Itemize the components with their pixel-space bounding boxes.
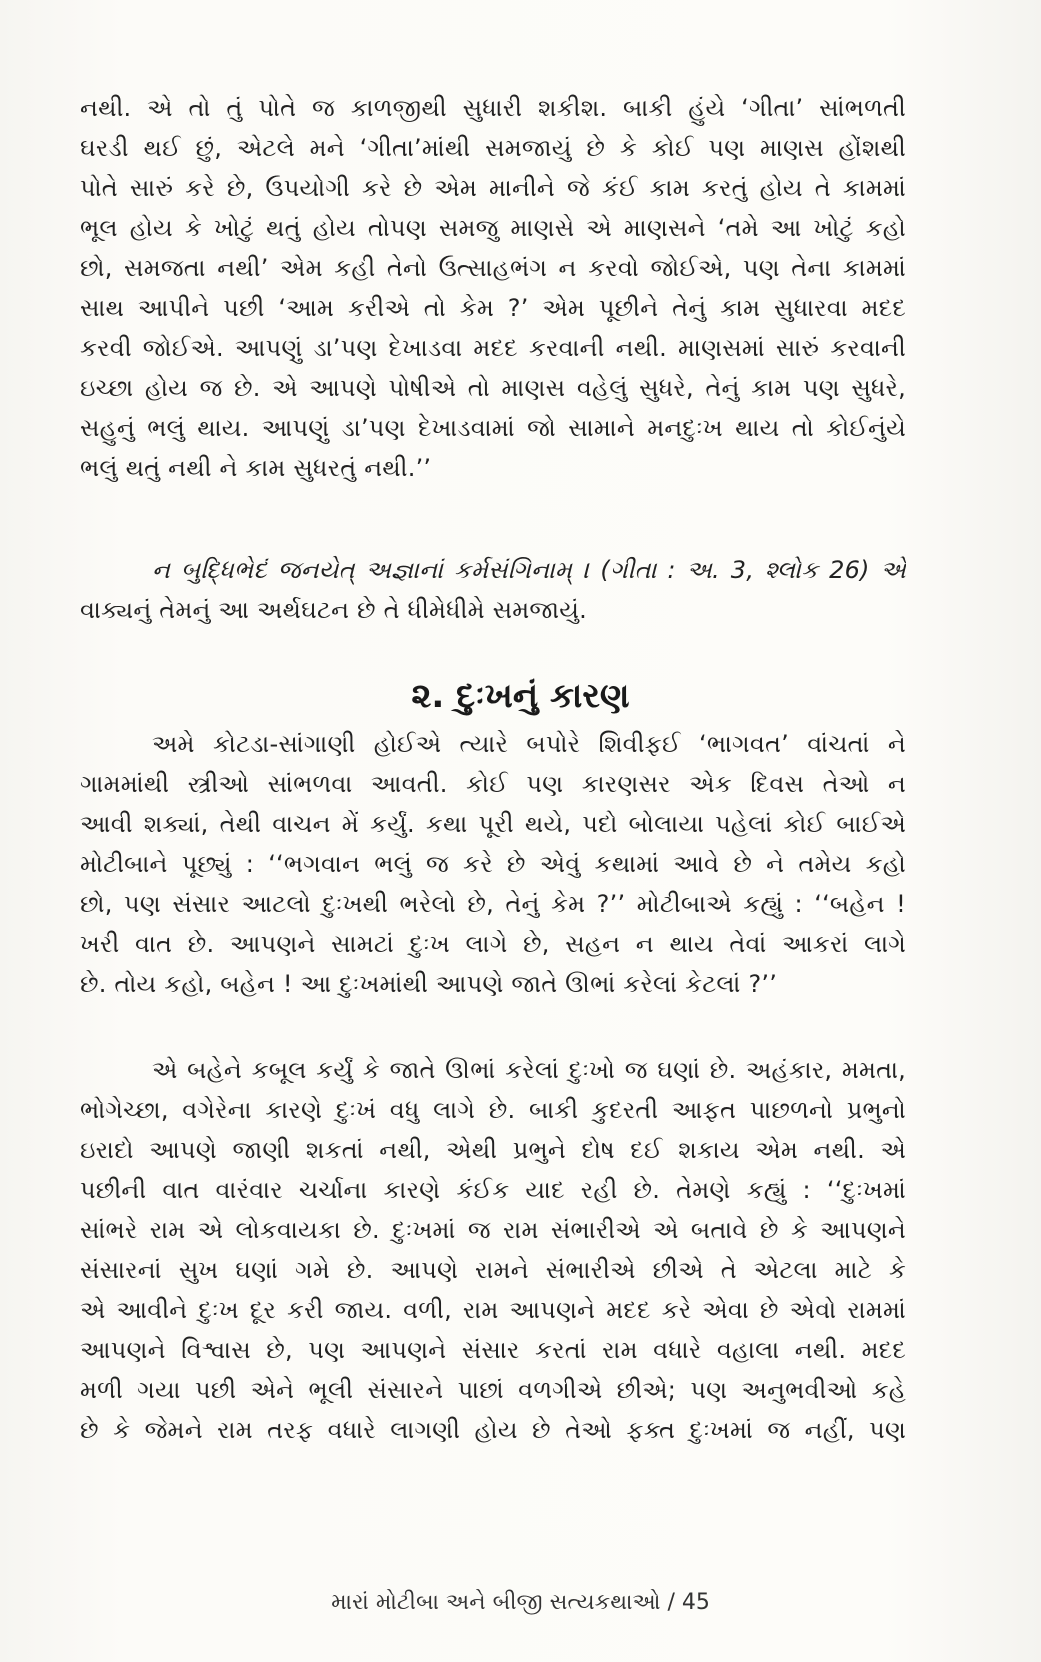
paragraph-explanation [80,1050,906,1450]
text-line: ઇચ્છા હોય જ છે. એ આપણે પોષીએ તો માણસ વહેલું સુધરે, તેનું કામ પણ સુધરે, [80,374,906,402]
text-line: મોટીબાને પૂછ્યું : ‘‘ભગવાન ભલું જ કરે છે એવું કથામાં આવે છે ને તમેય કહો [80,850,906,878]
text-line: પોતે સારું કરે છે, ઉપયોગી કરે છે એમ માનીને જે કંઈ કામ કરતું હોય તે કામમાં [80,174,906,202]
text-line: કરવી જોઈએ. આપણું ડા’પણ દેખાડવા મદદ કરવાની નથી. માણસમાં સારું કરવાની [80,334,906,362]
paragraph-story [80,724,906,1004]
chapter-heading: ૨. દુઃખનું કારણ [411,676,630,716]
text-line: આપણને વિશ્વાસ છે, પણ આપણને સંસાર કરતાં રામ વધારે વહાલા નથી. મદદ [80,1336,906,1364]
sanskrit-quote-line: ન બુદ્ધિભેદં જનયેત્ અજ્ઞાનાં કર્મસંગિનામ્ । (ગીતા : અ. 3, શ્લોક 26) એ [152,556,906,584]
text-line: વાક્યનું તેમનું આ અર્થઘટન છે તે ધીમેધીમે સમજાયું. [80,596,587,624]
text-line: પછીની વાત વારંવાર ચર્ચાના કારણે કંઈક યાદ રહી છે. તેમણે કહ્યું : ‘‘દુઃખમાં [80,1176,906,1204]
text-line: સાંભરે રામ એ લોકવાયકા છે. દુઃખમાં જ રામ સંભારીએ એ બતાવે છે કે આપણને [80,1216,906,1244]
text-line: એ બહેને કબૂલ કર્યું કે જાતે ઊભાં કરેલાં દુઃખો જ ઘણાં છે. અહંકાર, મમતા, [152,1056,906,1084]
text-line: એ આવીને દુઃખ દૂર કરી જાય. વળી, રામ આપણને મદદ કરે એવા છે એવો રામમાં [80,1296,906,1324]
text-line: છે. તોય કહો, બહેન ! આ દુઃખમાંથી આપણે જાતે ઊભાં કરેલાં કેટલાં ?’’ [80,970,778,998]
text-line: અમે કોટડા-સાંગાણી હોઈએ ત્યારે બપોરે શિવીફઈ ‘ભાગવત’ વાંચતાં ને [152,730,906,758]
text-line: છો, સમજતા નથી’ એમ કહી તેનો ઉત્સાહભંગ ન કરવો જોઈએ, પણ તેના કામમાં [80,254,906,282]
text-line: ભલું થતું નથી ને કામ સુધરતું નથી.’’ [80,454,432,482]
text-line: આવી શક્યાં, તેથી વાચન મેં કર્યું. કથા પૂરી થયે, પદો બોલાયા પહેલાં કોઈ બાઈએ [80,810,906,838]
text-line: સંસારનાં સુખ ઘણાં ગમે છે. આપણે રામને સંભારીએ છીએ તે એટલા માટે કે [80,1256,906,1284]
text-line: નથી. એ તો તું પોતે જ કાળજીથી સુધારી શકીશ. બાકી હુંયે ‘ગીતા’ સાંભળતી [80,94,906,122]
text-line: છે કે જેમને રામ તરફ વધારે લાગણી હોય છે તેઓ ફક્ત દુઃખમાં જ નહીં, પણ [80,1416,906,1444]
text-line: ઇરાદો આપણે જાણી શકતાં નથી, એથી પ્રભુને દોષ દઈ શકાય એમ નથી. એ [80,1136,906,1164]
text-line: સહુનું ભલું થાય. આપણું ડા’પણ દેખાડવામાં જો સામાને મનદુઃખ થાય તો કોઈનુંયે [80,414,906,442]
gita-quote-paragraph [80,550,906,630]
text-line: મળી ગયા પછી એને ભૂલી સંસારને પાછાં વળગીએ છીએ; પણ અનુભવીઓ કહે [80,1376,906,1404]
text-line: ખરી વાત છે. આપણને સામટાં દુઃખ લાગે છે, સહન ન થાય તેવાં આકરાં લાગે [80,930,906,958]
text-line: ઘરડી થઈ છું, એટલે મને ‘ગીતા’માંથી સમજાયું છે કે કોઈ પણ માણસ હોંશથી [80,134,906,162]
text-line: ભોગેચ્છા, વગેરેના કારણે દુઃખં વધુ લાગે છે. બાકી કુદરતી આફત પાછળનો પ્રભુનો [80,1096,906,1124]
text-line: છો, પણ સંસાર આટલો દુઃખથી ભરેલો છે, તેનું કેમ ?’’ મોટીબાએ કહ્યું : ‘‘બહેન ! [80,890,906,918]
text-line: ગામમાંથી સ્ત્રીઓ સાંભળવા આવતી. કોઈ પણ કારણસર એક દિવસ તેઓ ન [80,770,906,798]
text-line: સાથ આપીને પછી ‘આમ કરીએ તો કેમ ?’ એમ પૂછીને તેનું કામ સુધારવા મદદ [80,294,906,322]
text-line: ભૂલ હોય કે ખોટું થતું હોય તોપણ સમજુ માણસે એ માણસને ‘તમે આ ખોટું કહો [80,214,906,242]
paragraph-continued [80,88,906,488]
page-footer: મારાં મોટીબા અને બીજી સત્યકથાઓ / 45 [331,1590,710,1615]
